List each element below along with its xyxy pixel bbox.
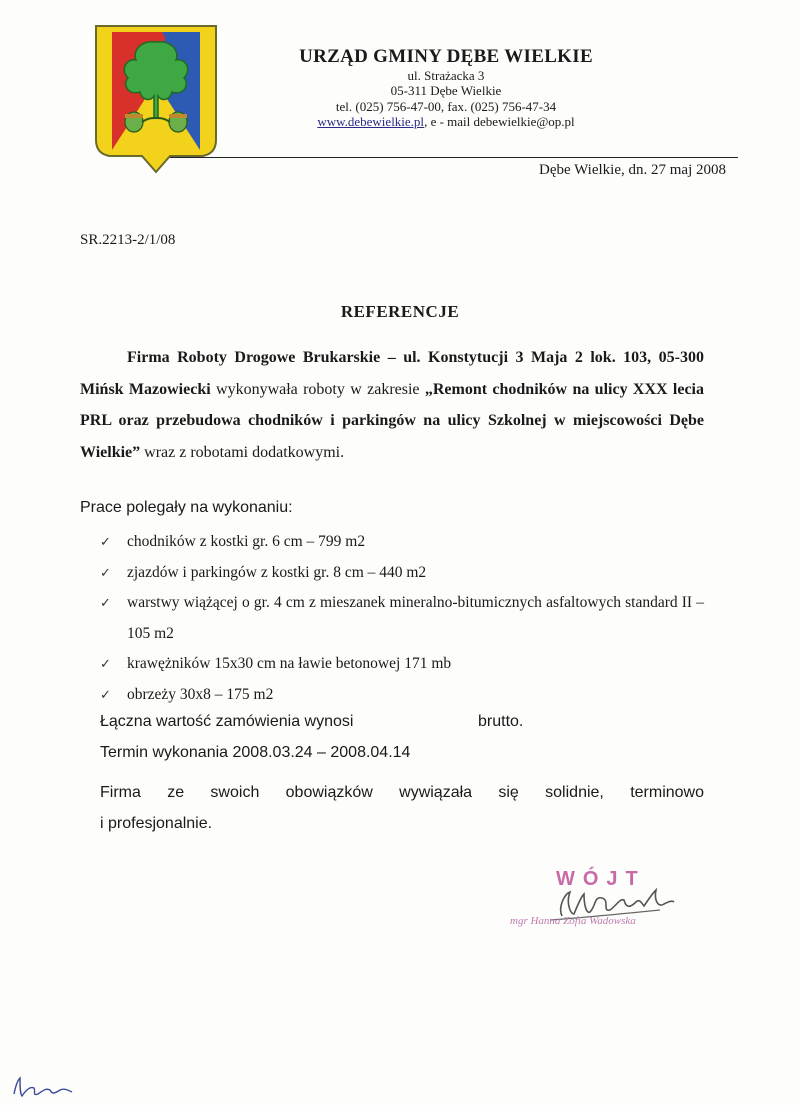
organization-name: URZĄD GMINY DĘBE WIELKIE xyxy=(299,46,593,67)
work-items-list xyxy=(100,527,704,710)
document-title: REFERENCJE xyxy=(340,302,460,321)
body-tail: wraz z robotami dodatkowymi. xyxy=(140,443,345,461)
checkmark-icon: ✓ xyxy=(100,564,111,580)
list-item: ✓ krawężników 15x30 cm na ławie betonowej 171 mb xyxy=(100,649,704,680)
checkmark-icon: ✓ xyxy=(100,595,111,610)
work-scope: „Remont chodników na ulicy XXX lecia PRL oraz przebudowa chodników i parkingów na ulicy Szkolnej w miejscowości Dębe Wielkie” xyxy=(80,380,705,461)
completion-term: Termin wykonania 2008.03.24 – 2008.04.14 xyxy=(100,744,411,761)
address-street: ul. Strażacka 3 xyxy=(407,68,485,83)
address-city: 05-311 Dębe Wielkie xyxy=(390,83,502,98)
website-link[interactable]: www.debewielkie.pl xyxy=(317,114,425,129)
checkmark-icon: ✓ xyxy=(100,534,111,549)
work-lead-in: Prace polegały na wykonaniu: xyxy=(80,499,293,516)
web-email-line xyxy=(296,115,596,130)
checkmark-icon: ✓ xyxy=(100,686,111,702)
closing-line-2: i profesjonalnie. xyxy=(100,815,213,832)
place-date: Dębe Wielkie, dn. 27 maj 2008 xyxy=(539,162,726,178)
body-mid: wykonywała roboty w zakresie xyxy=(210,380,425,398)
email-address[interactable]: debewielkie@op.pl xyxy=(473,114,575,129)
stamp-title: WÓJT xyxy=(556,868,646,890)
closing-line-1: Firma ze swoich obowiązków wywiązała się solidnie, terminowo xyxy=(100,784,704,801)
company-name: Firma Roboty Drogowe Brukarskie – ul. Konstytucji 3 Maja 2 lok. 103, 05-300 Mińsk Mazowiecki xyxy=(80,349,704,398)
closing-statement xyxy=(100,777,704,839)
list-item: ✓ obrzeży 30x8 – 175 m2 xyxy=(100,680,704,711)
reference-number: SR.2213-2/1/08 xyxy=(80,232,176,248)
list-item: ✓ zjazdów i parkingów z kostki gr. 8 cm – 440 m2 xyxy=(100,558,704,589)
header-divider xyxy=(170,157,738,158)
stamp-name: mgr Hanna Zofia Wadowska xyxy=(510,915,636,927)
municipal-crest-logo xyxy=(92,22,220,174)
list-item: ✓ chodników z kostki gr. 6 cm – 799 m2 xyxy=(100,527,704,558)
handwritten-initials xyxy=(8,1074,78,1100)
body-paragraph xyxy=(80,342,704,468)
checkmark-icon: ✓ xyxy=(100,656,111,671)
order-value-suffix: brutto. xyxy=(478,713,524,730)
email-separator: , e - mail xyxy=(424,114,474,129)
phone-fax: tel. (025) 756-47-00, fax. (025) 756-47-34 xyxy=(335,99,557,114)
order-value-label: Łączna wartość zamówienia wynosi xyxy=(100,713,354,730)
list-item: ✓ warstwy wiążącej o gr. 4 cm z mieszanek mineralno-bitumicznych asfaltowych standard II – 105 m2 xyxy=(100,588,704,649)
